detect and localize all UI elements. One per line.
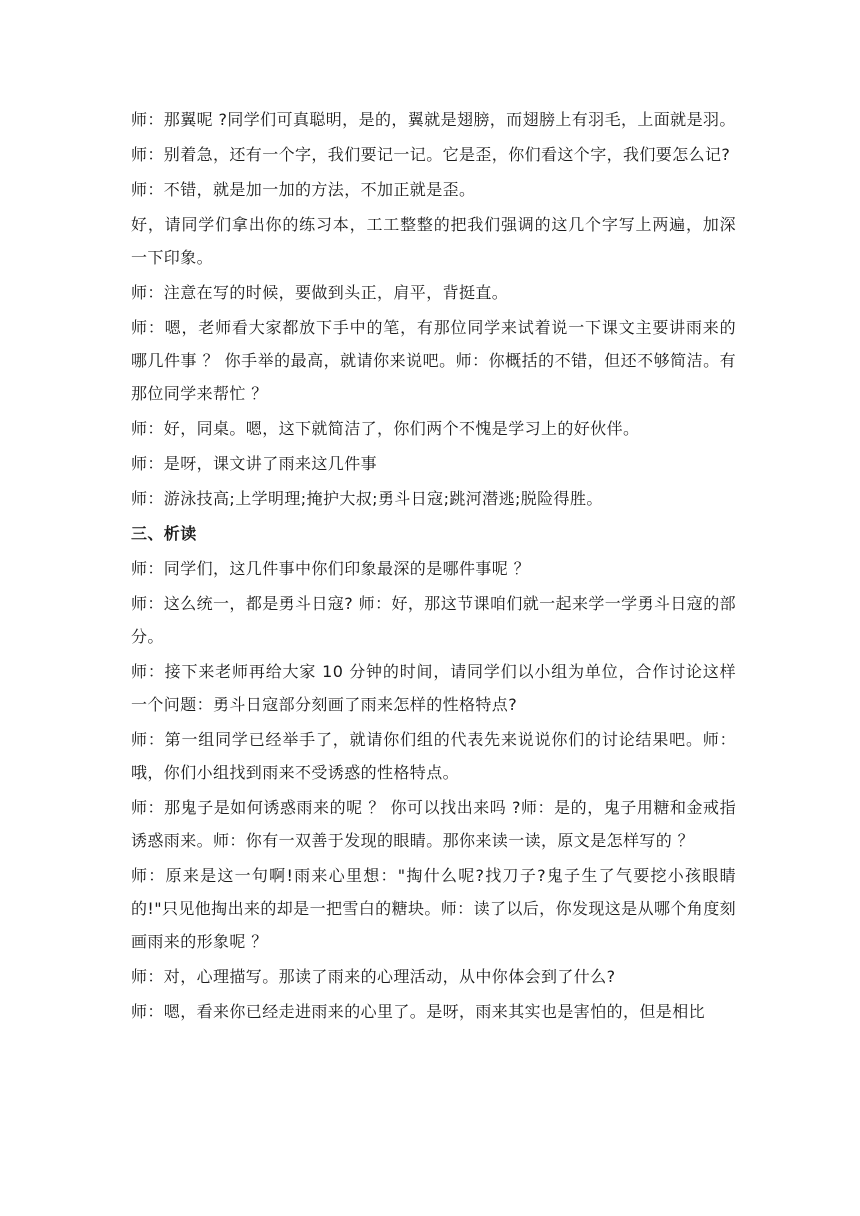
paragraph: 师：不错，就是加一加的方法，不加正就是歪。 — [131, 180, 476, 199]
paragraph: 师：那鬼子是如何诱惑雨来的呢 ？ 你可以找出来吗 ?师：是的，鬼子用糖和金戒指诱惑雨来。师：你有一双善于发现的眼睛。那你来读一读，原文是怎样写的 ？ — [131, 798, 736, 850]
paragraph: 师：那翼呢 ?同学们可真聪明，是的，翼就是翅膀，而翅膀上有羽毛，上面就是羽。 — [131, 110, 736, 129]
paragraph: 师：别着急，还有一个字，我们要记一记。它是歪，你们看这个字，我们要怎么记? — [131, 145, 731, 164]
paragraph: 师：注意在写的时候，要做到头正，肩平，背挺直。 — [131, 283, 509, 302]
paragraph: 好，请同学们拿出你的练习本，工工整整的把我们强调的这几个字写上两遍，加深一下印象。 — [131, 215, 736, 267]
paragraph: 师：原来是这一句啊!雨来心里想："掏什么呢?找刀子?鬼子生了气要挖小孩眼睛的!"只见他掏出来的却是一把雪白的糖块。师：读了以后，你发现这是从哪个角度刻画雨来的形象呢 ？ — [131, 866, 736, 951]
paragraph: 师：是呀，课文讲了雨来这几件事 — [131, 454, 378, 473]
paragraph: 师：同学们，这几件事中你们印象最深的是哪件事呢 ？ — [131, 559, 531, 578]
paragraph: 师：对，心理描写。那读了雨来的心理活动，从中你体会到了什么? — [131, 967, 616, 986]
paragraph: 师：好，同桌。嗯，这下就简洁了，你们两个不愧是学习上的好伙伴。 — [131, 419, 640, 438]
paragraph: 师：嗯，看来你已经走进雨来的心里了。是呀，雨来其实也是害怕的，但是相比 — [131, 1002, 706, 1021]
paragraph: 师：嗯，老师看大家都放下手中的笔，有那位同学来试着说一下课文主要讲雨来的哪几件事 ？ 你手举的最高，就请你来说吧。师：你概括的不错，但还不够简洁。有那位同学来帮忙 ？ — [131, 318, 736, 403]
paragraph: 师：这么统一，都是勇斗日寇? 师：好，那这节课咱们就一起来学一学勇斗日寇的部分。 — [131, 594, 736, 646]
paragraph: 师：接下来老师再给大家 10 分钟的时间，请同学们以小组为单位，合作讨论这样一个问题：勇斗日寇部分刻画了雨来怎样的性格特点? — [131, 662, 736, 714]
paragraph: 师：游泳技高;上学明理;掩护大叔;勇斗日寇;跳河潜逃;脱险得胜。 — [131, 489, 603, 508]
paragraph: 师：第一组同学已经举手了，就请你们组的代表先来说说你们的讨论结果吧。师：哦，你们小组找到雨来不受诱惑的性格特点。 — [131, 730, 736, 782]
section-heading: 三、析读 — [131, 524, 197, 543]
